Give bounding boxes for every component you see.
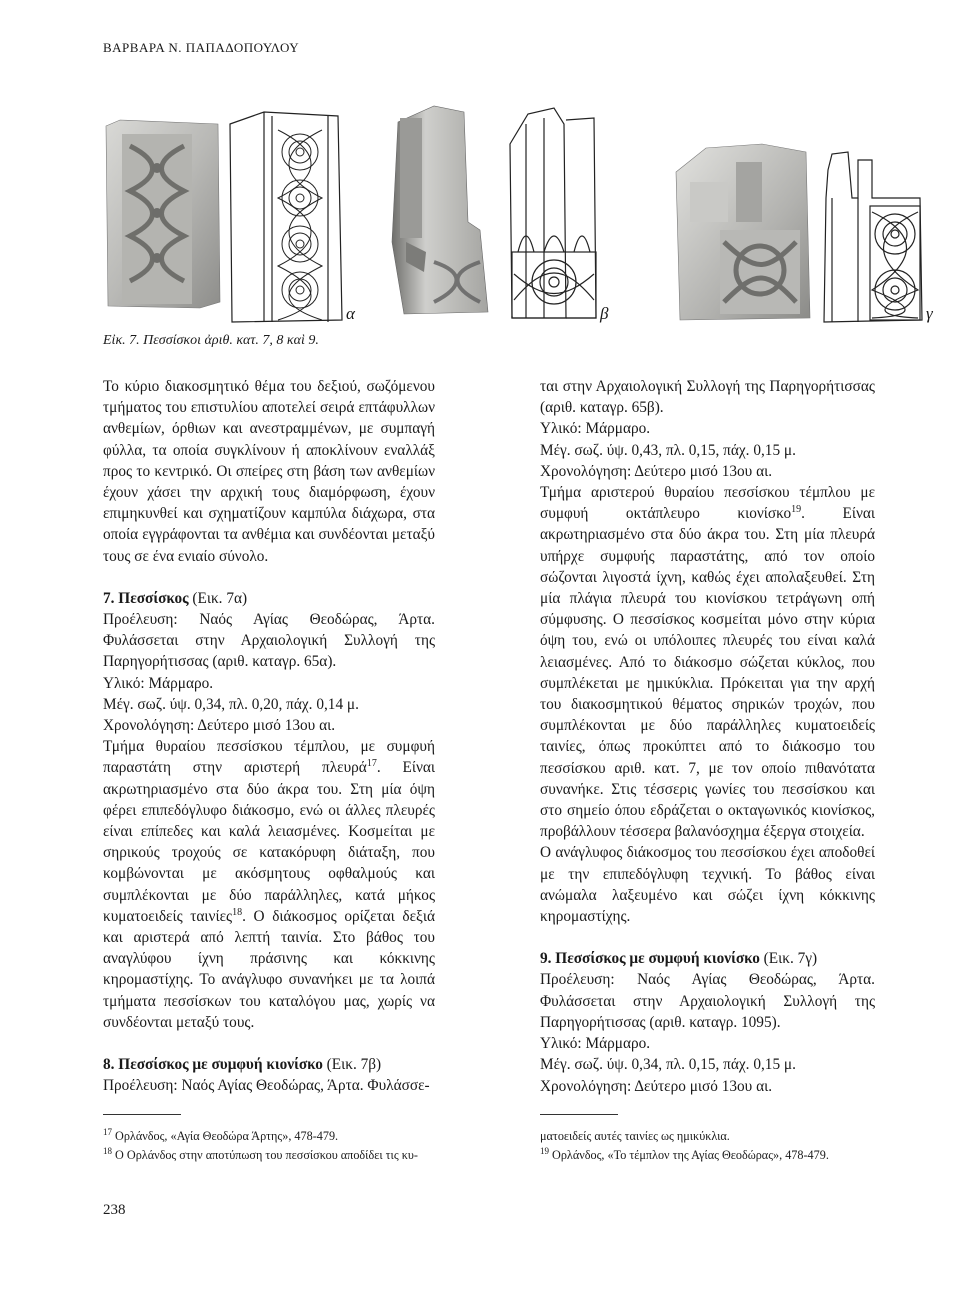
footnote-18 [103, 1147, 443, 1164]
footnote-19-number: 19 [540, 1145, 549, 1156]
entry-7-dimensions: Μέγ. σωζ. ύψ. 0,34, πλ. 0,20, πάχ. 0,14 μ. [103, 695, 359, 713]
footnote-rule-left [103, 1114, 181, 1115]
entry-8-dating: Χρονολόγηση: Δεύτερο μισό 13ου αι. [540, 462, 773, 480]
footnote-18-continued: ματοειδείς αυτές ταινίες ως ημικύκλια. [540, 1129, 730, 1143]
entry-8-desc-part-2: . Είναι ακρωτηριασμένο στα δύο άκρα του. Στη μία πλευρά υπήρχε συμφυής παραστάτης, από τον οποίο σώζονται λιγοστά ίχνη, καθώς έχει απολαξευθεί. Στη μία πλάγια πλευρά του κιονίσκου τετράγωνη οπή σύμφυσης. Ο πεσσίσκος κοσμείται μόνο στην κύρια όψη του, ενώ οι υπόλοιπες πλευρές του είναι καλά λειασμένες. Από το διάκοσμο σώζεται κύκλος, που συμπλέκεται με ημικύκλια. Πρόκειται για την αρχή του διακοσμητικού θέματος σηρικών τροχών, που συμπλέκονται με δύο παράλληλες κυματοειδείς ταινίες, όπως προκύπτει από το διάκοσμο του πεσσίσκου αριθ. κατ. 7, με τον οποίο πιθανότατα συνανήκε. Στις τέσσερις γωνίες του πεσσίσκου και στο σημείο όπου εδράζεται ο οκταγωνικός κιονίσκος, προβάλλουν τέσσερα βαλανόσχημα έξεργα στοιχεία. [540, 505, 875, 841]
entry-7-description [103, 736, 435, 1033]
footnote-19-text: Ορλάνδος, «Το τέμπλον της Αγίας Θεοδώρας», 478-479. [549, 1148, 829, 1162]
entry-7-provenance: Προέλευση: Ναός Αγίας Θεοδώρας, Άρτα. Φυλάσσεται στην Αρχαιολογική Συλλογή της Παρηγορήτισσας (αριθ. καταγρ. 65α). [103, 611, 435, 671]
footnote-19 [540, 1147, 880, 1164]
entry-7-figure-ref: (Εικ. 7α) [188, 589, 248, 607]
footnote-18-number: 18 [103, 1145, 112, 1156]
entry-8-dimensions: Μέγ. σωζ. ύψ. 0,43, πλ. 0,15, πάχ. 0,15 μ. [540, 441, 796, 459]
figure-7a-drawing [226, 106, 346, 328]
figure-7a-photo [100, 116, 222, 312]
entry-9-dating: Χρονολόγηση: Δεύτερο μισό 13ου αι. [540, 1077, 773, 1095]
entry-8-provenance-end: ται στην Αρχαιολογική Συλλογή της Παρηγορήτισσας (αριθ. καταγρ. 65β). [540, 378, 875, 417]
entry-9-figure-ref: (Εικ. 7γ) [759, 950, 818, 968]
footnote-rule-right [540, 1114, 618, 1115]
figure-letter-a: α [346, 304, 355, 323]
figure-7c-drawing [818, 140, 930, 326]
entry-9-material: Υλικό: Μάρμαρο. [540, 1035, 651, 1053]
footnote-17-text: Ορλάνδος, «Αγία Θεοδώρα Άρτης», 478-479. [112, 1129, 339, 1143]
figure-7c-photo [666, 142, 816, 322]
entry-7-desc-part-2: . Είναι ακρωτηριασμένο στα δύο άκρα του. Στη μία όψη φέρει επιπεδόγλυφο διάκοσμο, ενώ οι άλλες πλευρές είναι επίπεδες και καλά λειασμένες. Κοσμείται με σηρικούς τροχούς σε κατακόρυφη διάταξη, που κομβώνονται με ακόσμητους οφθαλμούς και συμπλέκονται με δύο παράλληλες, κατά μήκος κυματοειδείς ταινίες [103, 759, 435, 925]
intro-paragraph: Το κύριο διακοσμητικό θέμα του δεξιού, σωζόμενου τμήματος του επιστυλίου αποτελεί σειρά επτάφυλλων ανθεμίων, όρθιων και ανεστραμμένων, με συμπαγή φύλλα, τα οποία συγκλίνουν ή αποκλίνουν εναλλάξ προς το κεντρικό. Οι σπείρες στη βάση των ανθεμίων έχουν χάσει την αρχική τους διαμόρφωση, έχουν επιμηκυνθεί και σχηματίζουν καμπύλα διάχωρα, στα οποία εγγράφονται τα ανθέμια και συνδέονται μεταξύ τους σε ένα ενιαίο σύνολο. [103, 378, 435, 565]
footnote-ref-19[interactable]: 19 [791, 504, 802, 516]
figure-letter-b: β [600, 304, 609, 323]
entry-7-material: Υλικό: Μάρμαρο. [103, 674, 214, 692]
figure-letter-c: γ [926, 304, 933, 323]
running-head: ΒΑΡΒΑΡΑ Ν. ΠΑΠΑΔΟΠΟΥΛΟΥ [103, 40, 300, 55]
entry-8-description-2: Ο ανάγλυφος διάκοσμος του πεσσίσκου έχει αποδοθεί με την επιπεδόγλυφη τεχνική. Το βάθος είναι ανώμαλα λαξευμένο και σώζει ίχνη κόκκινης κηρομαστίχης. [540, 844, 875, 926]
page-number: 238 [103, 1202, 126, 1218]
entry-8-provenance-start: Προέλευση: Ναός Αγίας Θεοδώρας, Άρτα. Φυλάσσε- [103, 1077, 430, 1095]
entry-9-provenance: Προέλευση: Ναός Αγίας Θεοδώρας, Άρτα. Φυλάσσεται στην Αρχαιολογική Συλλογή της Παρηγορήτισσας (αριθ. καταγρ. 1095). [540, 971, 875, 1031]
entry-8-figure-ref: (Εικ. 7β) [322, 1056, 382, 1074]
entry-7-dating: Χρονολόγηση: Δεύτερο μισό 13ου αι. [103, 717, 336, 735]
figure-caption: Εἰκ. 7. Πεσσίσκοι ἀριθ. κατ. 7, 8 καὶ 9. [103, 333, 319, 348]
figure-7b-drawing [504, 104, 600, 324]
entry-8-title: 8. Πεσσίσκος με συμφυή κιονίσκο [103, 1056, 323, 1074]
entry-8-heading [103, 1054, 435, 1075]
footnote-18-text: Ο Ορλάνδος στην αποτύπωση του πεσσίσκου αποδίδει τις κυ- [112, 1148, 418, 1162]
left-column [103, 376, 435, 1097]
right-column [540, 376, 875, 1097]
footnote-ref-17[interactable]: 17 [366, 758, 377, 770]
entry-8-material: Υλικό: Μάρμαρο. [540, 420, 651, 438]
footnote-17 [103, 1128, 438, 1145]
footnote-17-number: 17 [103, 1126, 112, 1137]
entry-9-title: 9. Πεσσίσκος με συμφυή κιονίσκο [540, 950, 760, 968]
entry-7-desc-part-3: . Ο διάκοσμος ορίζεται δεξιά και αριστερά από λεπτή ταινία. Στο βάθος του αναγλύφου ίχνη πράσινης και κόκκινης κηρομαστίχης. Το ανάγλυφο συνανήκει με τα λοιπά τμήματα πεσσίσκων του καταλόγου μας, χωρίς να συνδέονται μεταξύ τους. [103, 907, 435, 1031]
figure-7b-photo [384, 102, 496, 318]
entry-7-heading [103, 588, 435, 609]
footnote-ref-18[interactable]: 18 [232, 906, 243, 918]
entry-7-title: 7. Πεσσίσκος [103, 589, 189, 607]
entry-7-desc-part-1: Τμήμα θυραίου πεσσίσκου τέμπλου, με συμφυή παραστάτη στην αριστερή πλευρά [103, 738, 435, 777]
entry-9-dimensions: Μέγ. σωζ. ύψ. 0,34, πλ. 0,15, πάχ. 0,15 μ. [540, 1056, 796, 1074]
entry-9-heading [540, 948, 875, 969]
entry-8-description [540, 482, 875, 842]
entry-8-desc-part-1: Τμήμα αριστερού θυραίου πεσσίσκου τέμπλου με συμφυή οκτάπλευρο κιονίσκο [540, 484, 875, 523]
